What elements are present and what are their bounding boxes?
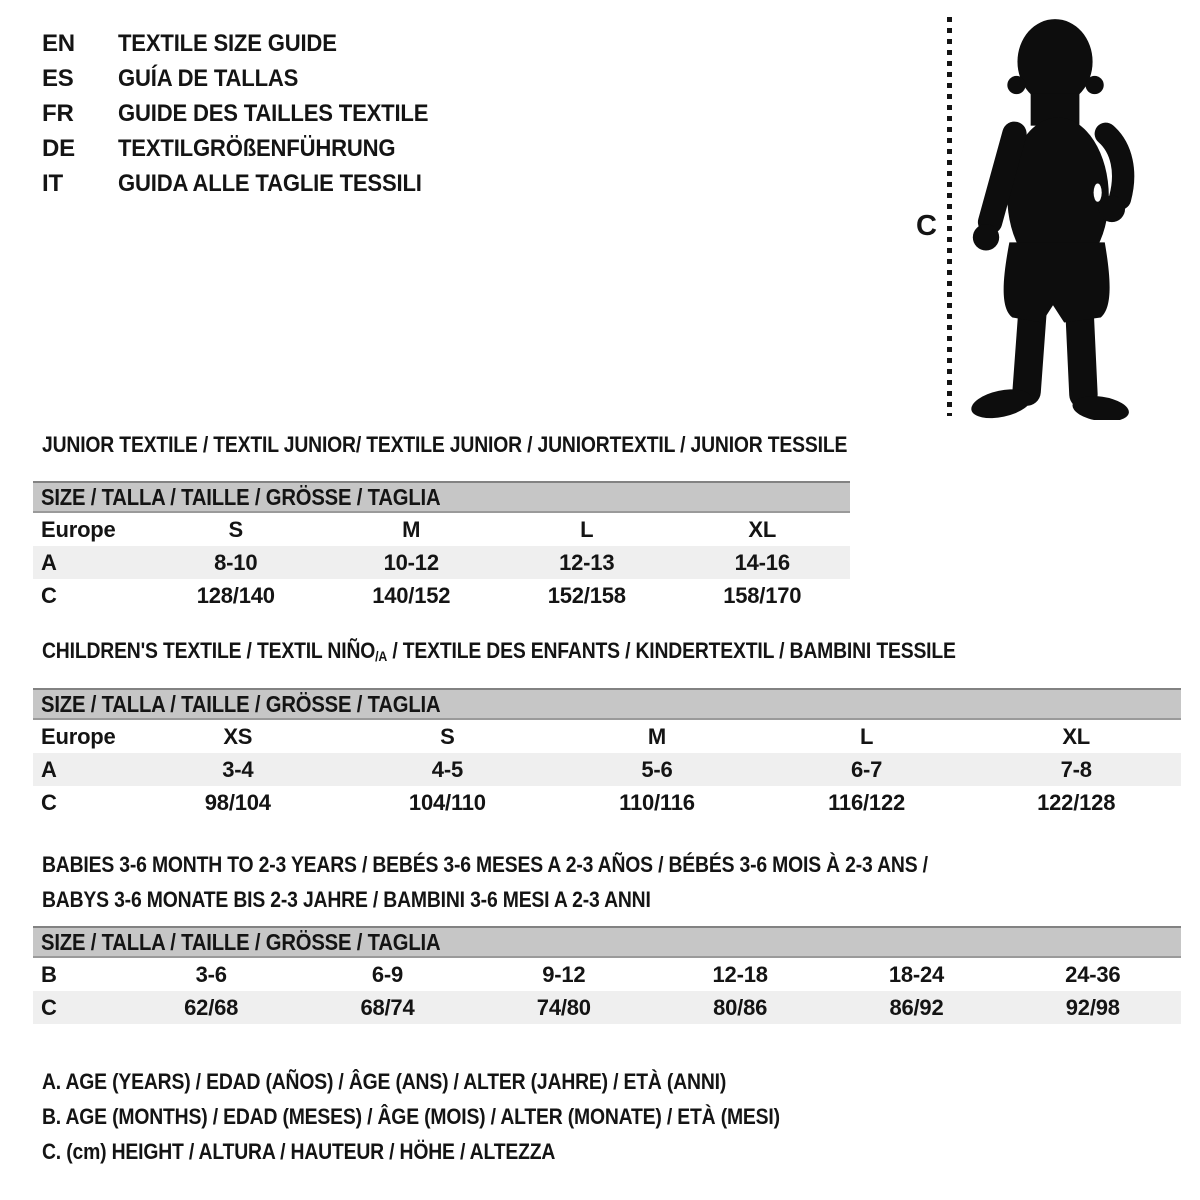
size-table-row-europe: [33, 513, 850, 546]
row-label: C: [41, 790, 57, 815]
size-value-cell: 18-24: [888, 962, 945, 987]
language-row-de: [42, 131, 455, 166]
size-value-cell: 4-5: [431, 757, 463, 782]
size-value-cell: 5-6: [641, 757, 673, 782]
section-title-line: [42, 633, 1080, 668]
size-value-cell: 110/116: [619, 790, 695, 815]
legend: [42, 1064, 880, 1169]
row-label: C: [41, 583, 57, 608]
size-header-label: SIZE / TALLA / TAILLE / GRÖSSE / TAGLIA: [41, 929, 441, 955]
baby-silhouette-image: [960, 14, 1146, 420]
size-value-cell: M: [402, 517, 421, 542]
size-table-row-europe: [33, 720, 1181, 753]
row-label: C: [41, 995, 57, 1020]
size-header-bar: [33, 688, 1181, 720]
size-value-cell: 122/128: [1037, 790, 1116, 815]
size-header-label: SIZE / TALLA / TAILLE / GRÖSSE / TAGLIA: [41, 691, 441, 717]
row-label: Europe: [41, 724, 116, 749]
size-value-cell: L: [859, 724, 874, 749]
size-table-row-c: [33, 991, 1181, 1024]
size-value-cell: 104/110: [408, 790, 486, 815]
section-title-line: [42, 882, 1049, 917]
size-value-cell: 158/170: [723, 583, 802, 608]
size-table-row-b: [33, 958, 1181, 991]
silhouette-head: [1017, 19, 1092, 104]
section-title-line: [42, 847, 1049, 882]
size-value-cell: 12-13: [559, 550, 615, 575]
size-value-cell: 68/74: [360, 995, 415, 1020]
title-text: BABYS 3-6 MONATE BIS 2-3 JAHRE / BAMBINI 3-6 MESI A 2-3 ANNI: [42, 887, 651, 912]
table-rows: [33, 958, 1181, 1024]
size-value-cell: 14-16: [734, 550, 790, 575]
size-value-cell: XL: [1062, 724, 1091, 749]
silhouette-shorts: [1004, 242, 1110, 322]
size-value-cell: L: [580, 517, 594, 542]
language-row-it: [42, 166, 455, 201]
size-value-cell: 80/86: [713, 995, 768, 1020]
size-value-cell: S: [228, 517, 243, 542]
language-code: ES: [42, 65, 74, 92]
children-section-title: [42, 633, 1080, 668]
row-label: B: [41, 962, 57, 987]
size-value-cell: 9-12: [542, 962, 586, 987]
size-value-cell: 128/140: [196, 583, 275, 608]
language-row-es: [42, 61, 455, 96]
size-value-cell: 12-18: [712, 962, 768, 987]
title-text: / TEXTILE DES ENFANTS / KINDERTEXTIL / BAMBINI TESSILE: [387, 638, 956, 663]
size-value-cell: 86/92: [889, 995, 944, 1020]
language-guide-title: GUÍA DE TALLAS: [118, 65, 299, 92]
language-code: EN: [42, 30, 75, 57]
size-table-row-c: [33, 579, 850, 612]
size-value-cell: S: [440, 724, 455, 749]
babies-size-table: [33, 926, 1181, 1024]
legend-text: C. (cm) HEIGHT / ALTURA / HAUTEUR / HÖHE / ALTEZZA: [42, 1139, 556, 1164]
legend-line-b: [42, 1099, 880, 1134]
language-code: IT: [42, 170, 63, 197]
language-guide-title: TEXTILE SIZE GUIDE: [118, 30, 337, 57]
size-value-cell: 152/158: [547, 583, 626, 608]
size-value-cell: 6-9: [371, 962, 404, 987]
title-text: JUNIOR TEXTILE / TEXTIL JUNIOR/ TEXTILE JUNIOR / JUNIORTEXTIL / JUNIOR TESSILE: [42, 432, 848, 457]
size-value-cell: 92/98: [1065, 995, 1120, 1020]
height-measure-dashed-line: [947, 17, 952, 416]
size-value-cell: 3-6: [195, 962, 227, 987]
children-size-table: [33, 688, 1181, 819]
language-row-fr: [42, 96, 455, 131]
table-rows: [33, 513, 850, 612]
legend-text: B. AGE (MONTHS) / EDAD (MESES) / ÂGE (MOIS) / ALTER (MONATE) / ETÀ (MESI): [42, 1104, 780, 1129]
size-value-cell: 74/80: [536, 995, 591, 1020]
section-title-line: [42, 427, 957, 462]
legend-line-a: [42, 1064, 880, 1099]
row-label: A: [41, 757, 57, 782]
size-table-row-a: [33, 753, 1181, 786]
row-label: Europe: [41, 517, 116, 542]
size-value-cell: 140/152: [372, 583, 451, 608]
size-value-cell: 24-36: [1065, 962, 1121, 987]
silhouette-left-leg: [1027, 308, 1033, 391]
size-header-label: SIZE / TALLA / TAILLE / GRÖSSE / TAGLIA: [41, 484, 441, 510]
height-measure-label: C: [916, 210, 937, 242]
title-subscript: /A: [375, 648, 388, 664]
legend-text: A. AGE (YEARS) / EDAD (AÑOS) / ÂGE (ANS) / ALTER (JAHRE) / ETÀ (ANNI): [42, 1069, 727, 1094]
size-table-row-a: [33, 546, 850, 579]
size-value-cell: 62/68: [184, 995, 239, 1020]
table-rows: [33, 720, 1181, 819]
legend-line-c: [42, 1134, 880, 1169]
size-value-cell: M: [647, 724, 667, 749]
junior-size-table: [33, 481, 850, 612]
size-value-cell: 7-8: [1060, 757, 1092, 782]
size-value-cell: 8-10: [214, 550, 258, 575]
size-value-cell: 116/122: [828, 790, 906, 815]
size-value-cell: 6-7: [850, 757, 883, 782]
size-value-cell: 10-12: [383, 550, 439, 575]
language-guide-title: GUIDA ALLE TAGLIE TESSILI: [118, 170, 422, 197]
title-text: CHILDREN'S TEXTILE / TEXTIL NIÑO: [42, 638, 376, 663]
language-title-block: [42, 26, 455, 201]
babies-section-title: [42, 847, 1049, 917]
size-value-cell: XL: [748, 517, 777, 542]
language-row-en: [42, 26, 455, 61]
junior-section-title: [42, 427, 957, 462]
size-header-bar: [33, 926, 1181, 958]
language-guide-title: TEXTILGRÖßENFÜHRUNG: [118, 135, 396, 162]
size-value-cell: XS: [223, 724, 253, 749]
language-code: DE: [42, 135, 75, 162]
silhouette-right-leg: [1079, 308, 1083, 394]
size-header-bar: [33, 481, 850, 513]
language-code: FR: [42, 100, 74, 127]
size-table-row-c: [33, 786, 1181, 819]
title-text: BABIES 3-6 MONTH TO 2-3 YEARS / BEBÉS 3-6 MESES A 2-3 AÑOS / BÉBÉS 3-6 MOIS À 2-3 ANS /: [42, 852, 928, 877]
row-label: A: [41, 550, 57, 575]
size-value-cell: 3-4: [222, 757, 254, 782]
language-guide-title: GUIDE DES TAILLES TEXTILE: [118, 100, 429, 127]
size-value-cell: 98/104: [204, 790, 271, 815]
